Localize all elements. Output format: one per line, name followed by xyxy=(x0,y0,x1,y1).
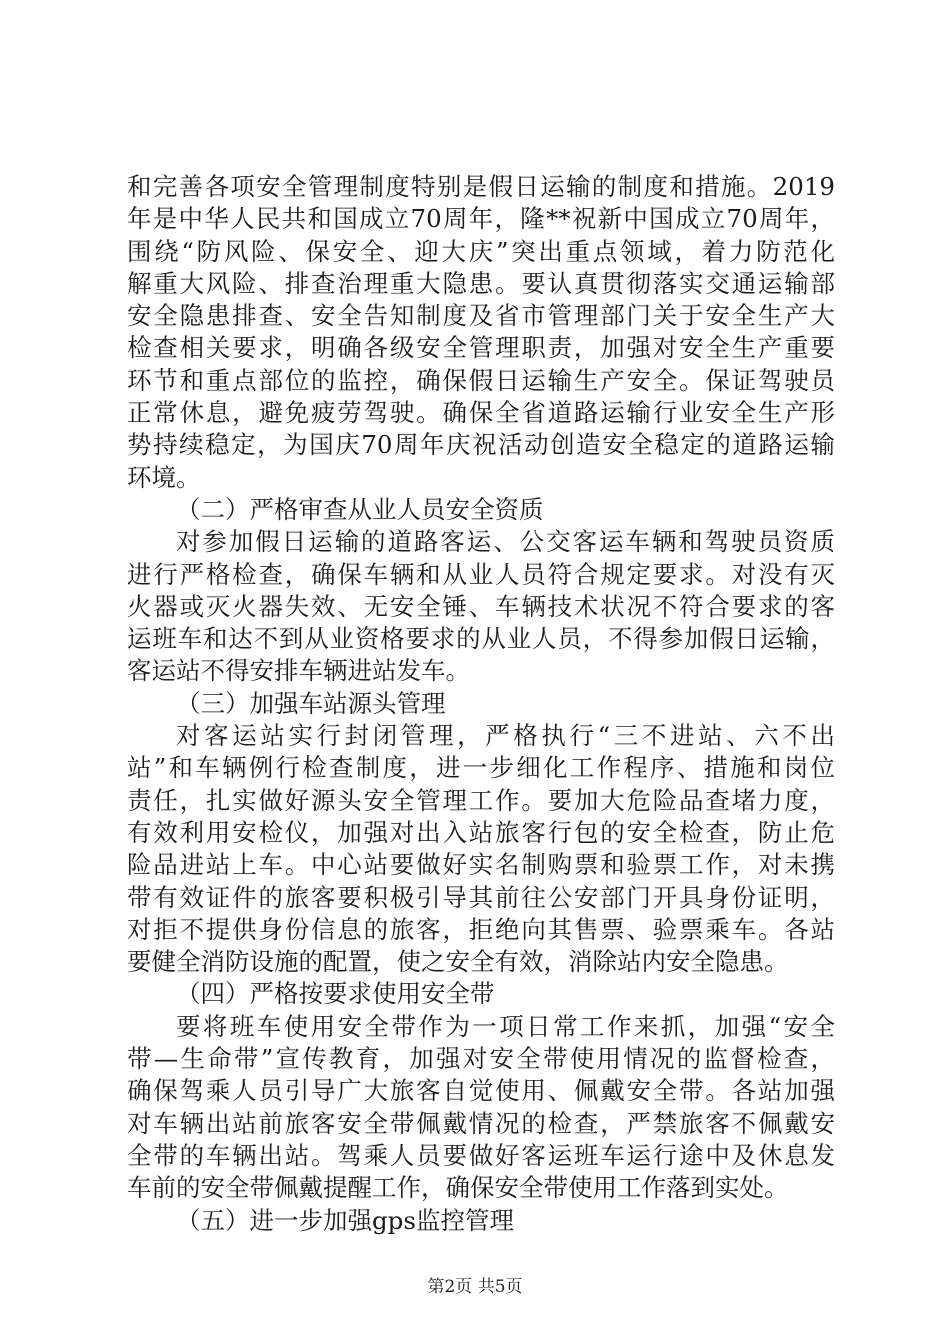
text-line: 解重大风险、排查治理重大隐患。要认真贯彻落实交通运输部 xyxy=(127,268,835,298)
text-line: 对客运站实行封闭管理，严格执行“三不进站、六不出 xyxy=(176,721,835,751)
text-line: 安全隐患排查、安全告知制度及省市管理部门关于安全生产大 xyxy=(127,301,835,331)
section-heading-2: （二）严格审查从业人员安全资质 xyxy=(176,494,544,524)
text-line: 有效利用安检仪，加强对出入站旅客行包的安全检查，防止危 xyxy=(127,817,835,847)
text-line: 确保驾乘人员引导广大旅客自觉使用、佩戴安全带。各站加强 xyxy=(127,1076,835,1106)
text-line: 和完善各项安全管理制度特别是假日运输的制度和措施。2019 xyxy=(127,172,835,201)
text-line: 正常休息，避免疲劳驾驶。确保全省道路运输行业安全生产形 xyxy=(127,398,835,428)
text-line: 运班车和达不到从业资格要求的从业人员，不得参加假日运输， xyxy=(127,624,835,654)
text-line: 车前的安全带佩戴提醒工作，确保安全带使用工作落到实处。 xyxy=(127,1173,789,1203)
paragraph-personnel-qualification xyxy=(127,526,835,687)
text-line: 站”和车辆例行检查制度，进一步细化工作程序、措施和岗位 xyxy=(127,753,835,783)
section-heading-4: （四）严格按要求使用安全带 xyxy=(176,979,495,1009)
text-line: 围绕“防风险、保安全、迎大庆”突出重点领域，着力防范化 xyxy=(127,236,835,266)
text-line: 要将班车使用安全带作为一项日常工作来抓，加强“安全 xyxy=(176,1011,835,1041)
text-line: 对拒不提供身份信息的旅客，拒绝向其售票、验票乘车。各站 xyxy=(127,914,835,944)
paragraph-station-management xyxy=(127,720,835,978)
text-line: 火器或灭火器失效、无安全锤、车辆技术状况不符合要求的客 xyxy=(127,591,835,621)
section-heading-3: （三）加强车站源头管理 xyxy=(176,688,446,718)
text-line: 带—生命带”宣传教育，加强对安全带使用情况的监督检查， xyxy=(127,1044,835,1074)
text-line: 势持续稳定，为国庆70周年庆祝活动创造安全稳定的道路运输 xyxy=(127,430,835,460)
text-line: 检查相关要求，明确各级安全管理职责，加强对安全生产重要 xyxy=(127,333,835,363)
text-line: 对参加假日运输的道路客运、公交客运车辆和驾驶员资质 xyxy=(176,527,835,557)
text-line: 客运站不得安排车辆进站发车。 xyxy=(127,656,470,686)
text-line: 环境。 xyxy=(127,462,201,492)
document-body xyxy=(127,171,835,1237)
paragraph-safety-system xyxy=(127,171,835,494)
page-number-footer: 第2页 共5页 xyxy=(427,1277,523,1297)
text-line: 环节和重点部位的监控，确保假日运输生产安全。保证驾驶员 xyxy=(127,365,835,395)
text-line: 带有效证件的旅客要积极引导其前往公安部门开具身份证明， xyxy=(127,882,835,912)
text-line: 全带的车辆出站。驾乘人员要做好客运班车运行途中及休息发 xyxy=(127,1140,835,1170)
text-line: 进行严格检查，确保车辆和从业人员符合规定要求。对没有灭 xyxy=(127,559,835,589)
text-line: 年是中华人民共和国成立70周年，隆**祝新中国成立70周年， xyxy=(127,204,835,234)
text-line: 要健全消防设施的配置，使之安全有效，消除站内安全隐患。 xyxy=(127,947,789,977)
text-line: 责任，扎实做好源头安全管理工作。要加大危险品查堵力度， xyxy=(127,785,835,815)
text-line: 对车辆出站前旅客安全带佩戴情况的检查，严禁旅客不佩戴安 xyxy=(127,1108,835,1138)
section-heading-5: （五）进一步加强gps监控管理 xyxy=(176,1205,514,1235)
text-line: 险品进站上车。中心站要做好实名制购票和验票工作，对未携 xyxy=(127,850,835,880)
paragraph-seatbelt xyxy=(127,1011,835,1205)
